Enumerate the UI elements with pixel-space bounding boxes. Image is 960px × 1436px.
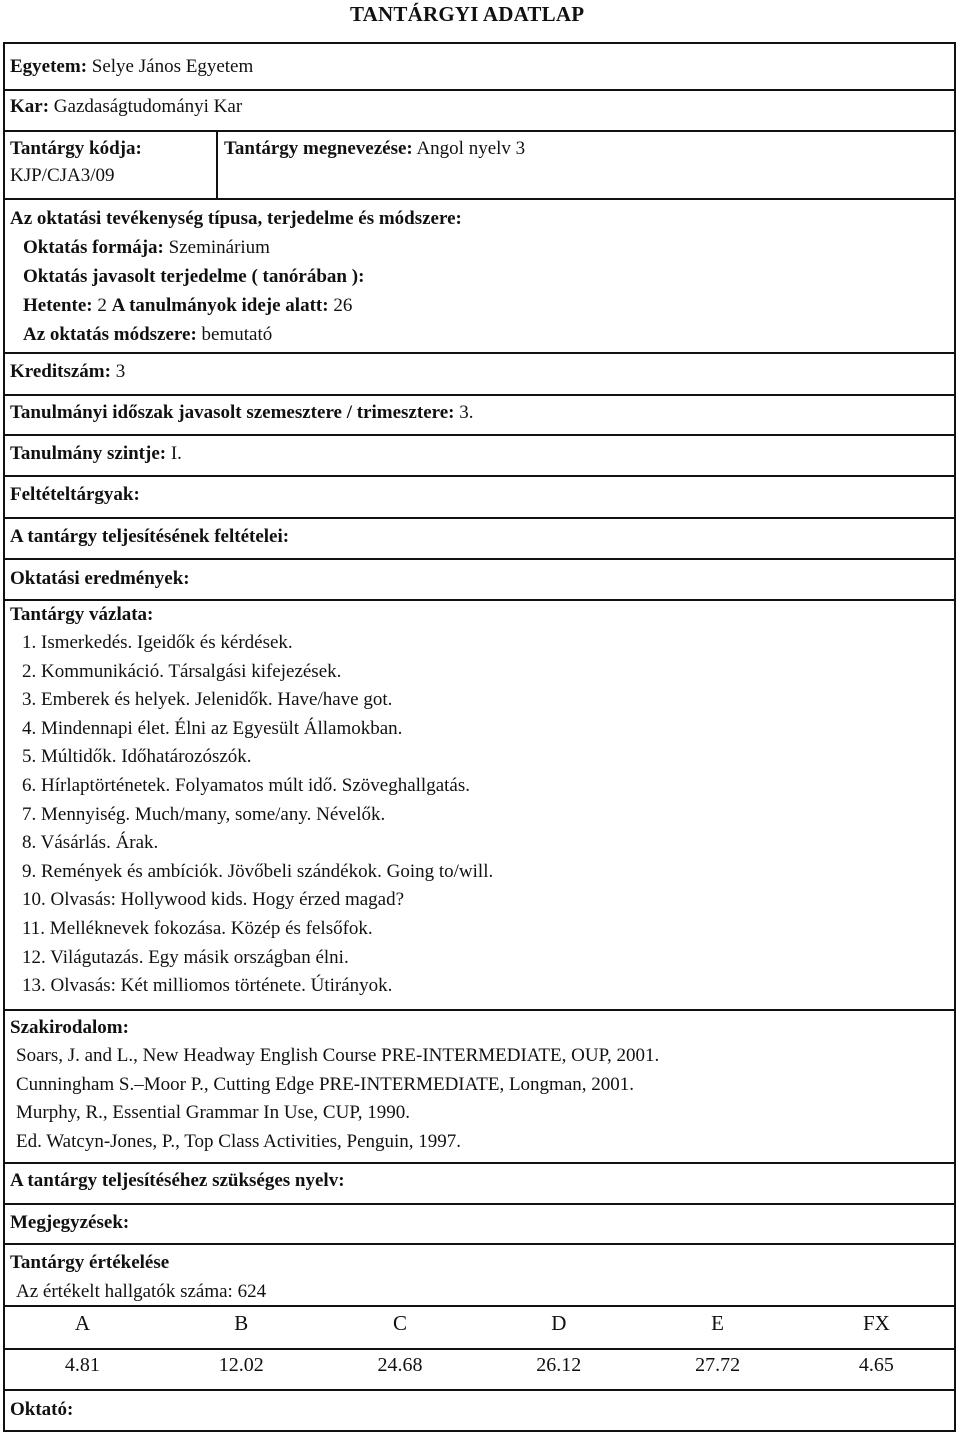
method-label: Az oktatás módszere:: [23, 324, 197, 345]
grade-letter: FX: [862, 1311, 890, 1335]
course-code-value: KJP/CJA3/09: [10, 165, 115, 186]
literature-item: Cunningham S.–Moor P., Cutting Edge PRE-INTERMEDIATE, Longman, 2001.: [16, 1073, 635, 1095]
outline-item: 1. Ismerkedés. Igeidők és kérdések.: [22, 632, 293, 653]
outline-item: 2. Kommunikáció. Társalgási kifejezések.: [22, 660, 342, 682]
grade-letter: E: [711, 1311, 724, 1335]
outcomes-label: Oktatási eredmények:: [10, 568, 190, 589]
faculty-label: Kar:: [10, 96, 50, 117]
weekly-label: Hetente:: [23, 295, 93, 316]
teacher-row: [3, 1389, 956, 1424]
students-label: Az értékelt hallgatók száma:: [16, 1281, 233, 1302]
teaching-heading: Az oktatási tevékenység típusa, terjedelme és módszere:: [10, 208, 462, 229]
total-label: A tanulmányok ideje alatt:: [111, 295, 329, 316]
outline-item: 10. Olvasás: Hollywood kids. Hogy érzed magad?: [22, 889, 405, 911]
outline-item: 11. Melléknevek fokozása. Közép és felsőfok.: [22, 917, 373, 939]
literature-item: Ed. Watcyn-Jones, P., Top Class Activities, Penguin, 1997.: [16, 1130, 462, 1152]
semester-row: [3, 394, 956, 427]
grade-letter: C: [392, 1311, 407, 1335]
credits-row: [3, 352, 956, 386]
literature-item: Soars, J. and L., New Headway English Course PRE-INTERMEDIATE, OUP, 2001.: [16, 1045, 660, 1066]
level-value: I.: [170, 443, 182, 464]
university-value: Selye János Egyetem: [91, 56, 254, 77]
semester-value: 3.: [459, 402, 474, 423]
grade-percentage: 26.12: [536, 1354, 582, 1376]
evaluation-section: [3, 1243, 956, 1306]
total-value: 26: [333, 295, 353, 316]
course-divider: [216, 130, 218, 198]
grade-letter: B: [234, 1311, 249, 1335]
evaluation-label: Tantárgy értékelése: [10, 1252, 170, 1273]
level-row: [3, 434, 956, 468]
prerequisites-row: [3, 475, 956, 509]
language-label: A tantárgy teljesítéséhez szükséges nyelv:: [10, 1170, 345, 1191]
teacher-label: Oktató:: [10, 1399, 74, 1420]
outline-item: 12. Világutazás. Egy másik országban élni.: [22, 946, 349, 968]
course-code-label: Tantárgy kódja:: [10, 138, 142, 159]
course-name-label: Tantárgy megnevezése:: [224, 138, 413, 159]
grade-table-top-line: [3, 1305, 956, 1307]
document-title: TANTÁRGYI ADATLAP: [350, 2, 585, 26]
university-row: [3, 42, 956, 81]
teaching-form-value: Szeminárium: [168, 237, 270, 258]
method-value: bemutató: [201, 324, 273, 345]
faculty-value: Gazdaságtudományi Kar: [53, 96, 243, 117]
outline-item: 13. Olvasás: Két milliomos története. Útirányok.: [22, 975, 393, 997]
semester-label: Tanulmányi időszak javasolt szemesztere / trimesztere:: [10, 402, 455, 423]
grade-values-row: [3, 1354, 956, 1377]
outline-label: Tantárgy vázlata:: [10, 604, 154, 625]
university-label: Egyetem:: [10, 56, 88, 77]
grade-letter: D: [551, 1311, 567, 1335]
prerequisites-label: Feltételtárgyak:: [10, 484, 140, 505]
outcomes-row: [3, 558, 956, 593]
outline-item: 5. Múltidők. Időhatározószók.: [22, 746, 252, 768]
literature-section: [3, 1009, 956, 1156]
weekly-value: 2: [97, 295, 107, 316]
conditions-row: [3, 517, 956, 551]
outline-item: 4. Mindennapi élet. Élni az Egyesült Államokban.: [22, 717, 403, 739]
teaching-section: [3, 198, 956, 349]
notes-label: Megjegyzések:: [10, 1212, 130, 1233]
grade-percentage: 4.81: [64, 1354, 100, 1376]
outline-list: [10, 629, 956, 1001]
grade-percentage: 27.72: [695, 1354, 741, 1376]
outline-item: 7. Mennyiség. Much/many, some/any. Névelők.: [22, 803, 386, 825]
outline-section: [3, 599, 956, 1001]
teaching-form-label: Oktatás formája:: [23, 237, 164, 258]
outline-item: 8. Vásárlás. Árak.: [22, 832, 159, 854]
grade-table-mid-line: [3, 1348, 956, 1350]
literature-item: Murphy, R., Essential Grammar In Use, CUP, 1990.: [16, 1102, 411, 1124]
credits-label: Kreditszám:: [10, 361, 111, 382]
students-value: 624: [237, 1281, 267, 1302]
faculty-row: [3, 89, 956, 121]
grade-header-row: [3, 1311, 956, 1336]
grade-percentage: 4.65: [858, 1354, 894, 1376]
level-label: Tanulmány szintje:: [10, 443, 167, 464]
course-name-value: Angol nyelv 3: [416, 138, 526, 159]
literature-list: [10, 1042, 956, 1156]
outline-item: 9. Remények és ambíciók. Jövőbeli szándékok. Going to/will.: [22, 860, 494, 882]
grade-percentage: 24.68: [377, 1354, 423, 1376]
literature-label: Szakirodalom:: [10, 1017, 129, 1038]
outline-item: 3. Emberek és helyek. Jelenidők. Have/have got.: [22, 689, 393, 711]
teaching-scope-label: Oktatás javasolt terjedelme ( tanórában ):: [23, 266, 365, 287]
language-row: [3, 1162, 956, 1195]
conditions-label: A tantárgy teljesítésének feltételei:: [10, 526, 290, 547]
grade-letter: A: [74, 1311, 90, 1335]
outline-item: 6. Hírlaptörténetek. Folyamatos múlt idő. Szöveghallgatás.: [22, 774, 470, 796]
notes-row: [3, 1203, 956, 1237]
credits-value: 3: [115, 361, 126, 382]
course-name-cell: [224, 135, 525, 162]
grade-percentage: 12.02: [218, 1354, 264, 1376]
